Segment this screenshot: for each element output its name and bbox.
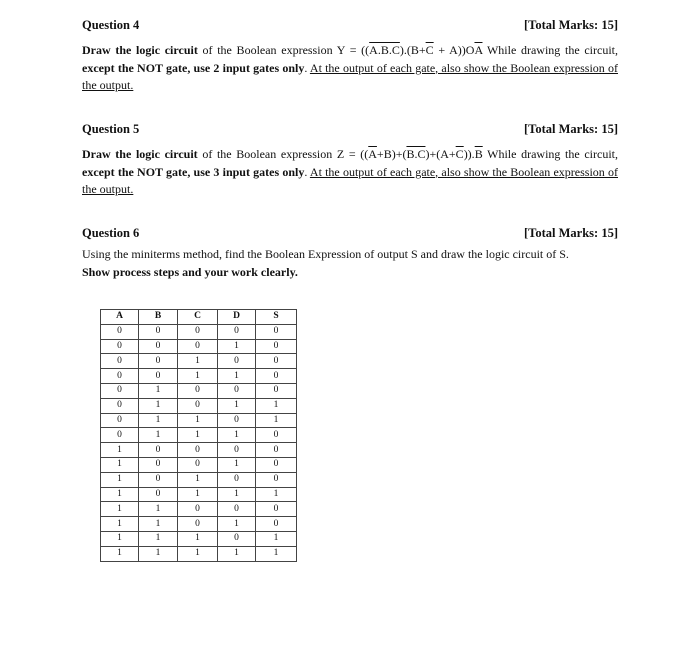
- table-cell: 0: [256, 383, 297, 398]
- q4-expr-part: + A)): [433, 43, 466, 57]
- table-cell: 0: [178, 443, 218, 458]
- table-cell: 1: [218, 546, 256, 561]
- table-cell: 0: [139, 324, 178, 339]
- table-cell: 0: [101, 339, 139, 354]
- table-cell: 0: [101, 398, 139, 413]
- table-cell: 0: [218, 443, 256, 458]
- table-cell: 0: [256, 428, 297, 443]
- table-cell: 1: [218, 457, 256, 472]
- table-row: [101, 354, 297, 369]
- table-cell: 0: [256, 354, 297, 369]
- question-5: [82, 122, 618, 199]
- table-cell: 1: [256, 398, 297, 413]
- table-cell: 0: [101, 354, 139, 369]
- table-row: [101, 531, 297, 546]
- table-cell: 1: [178, 428, 218, 443]
- q5-expr-part: of the Boolean expression Z = ((: [197, 147, 369, 161]
- table-cell: 1: [101, 531, 139, 546]
- table-cell: 0: [178, 502, 218, 517]
- table-cell: 1: [218, 428, 256, 443]
- header-b: B: [139, 310, 178, 325]
- table-cell: 0: [256, 339, 297, 354]
- table-row: [101, 443, 297, 458]
- table-cell: 1: [139, 428, 178, 443]
- table-row: [101, 369, 297, 384]
- table-cell: 0: [139, 472, 178, 487]
- table-cell: 0: [101, 369, 139, 384]
- table-cell: 1: [218, 339, 256, 354]
- q5-expr-overlined: $\overline{C}$: [455, 147, 464, 161]
- table-cell: 0: [139, 457, 178, 472]
- q5-expr-overlined: $\overline{B}$: [474, 147, 483, 161]
- table-cell: 1: [218, 369, 256, 384]
- q6-line-2: Show process steps and your work clearly.: [82, 264, 298, 279]
- q4-expr-overlined: $\overline{A}$: [474, 43, 483, 57]
- table-cell: 0: [101, 413, 139, 428]
- table-row: [101, 324, 297, 339]
- table-row: [101, 517, 297, 532]
- table-cell: 1: [139, 531, 178, 546]
- table-cell: 1: [178, 487, 218, 502]
- table-cell: 0: [218, 383, 256, 398]
- table-cell: 0: [178, 339, 218, 354]
- table-cell: 1: [178, 472, 218, 487]
- header-d: D: [218, 310, 256, 325]
- q5-underlined-note: At the output of each gate, also show the Boolean expression of the output.: [82, 164, 618, 196]
- q6-line-1: Using the miniterms method, find the Boolean Expression of output S and draw the logic circuit of S.: [82, 247, 569, 261]
- q4-expr-overlined: $\overline{C}$: [425, 43, 434, 57]
- table-cell: 1: [178, 369, 218, 384]
- table-cell: 0: [178, 457, 218, 472]
- table-cell: 1: [101, 472, 139, 487]
- table-cell: 1: [256, 487, 297, 502]
- table-cell: 0: [139, 354, 178, 369]
- table-row: [101, 546, 297, 561]
- table-cell: 1: [101, 487, 139, 502]
- table-cell: 0: [218, 502, 256, 517]
- table-cell: 1: [178, 354, 218, 369]
- table-cell: 0: [139, 487, 178, 502]
- question-6-body: [82, 246, 618, 281]
- truth-table-body: [101, 324, 297, 561]
- table-cell: 0: [256, 457, 297, 472]
- table-cell: 1: [101, 546, 139, 561]
- table-cell: 0: [256, 472, 297, 487]
- question-6-header: [82, 226, 618, 242]
- table-cell: 0: [139, 339, 178, 354]
- table-row: [101, 398, 297, 413]
- table-cell: 0: [218, 472, 256, 487]
- q5-expr-overlined: $\overline{A}$: [368, 147, 377, 161]
- table-cell: 1: [139, 398, 178, 413]
- q4-lead: Draw the logic circuit: [82, 43, 198, 57]
- q5-dot: .: [304, 164, 308, 179]
- question-4-title: Question 4: [82, 18, 140, 32]
- q4-instruction: While drawing the circuit,: [482, 43, 618, 57]
- truth-table-header-row: [101, 310, 297, 325]
- table-cell: 1: [101, 443, 139, 458]
- table-cell: 0: [101, 428, 139, 443]
- table-cell: 1: [218, 517, 256, 532]
- table-cell: 0: [139, 443, 178, 458]
- table-cell: 0: [256, 324, 297, 339]
- table-row: [101, 383, 297, 398]
- header-s: S: [256, 310, 297, 325]
- q4-expr-part: of the Boolean expression Y = ((: [197, 43, 370, 57]
- table-cell: 0: [178, 517, 218, 532]
- question-6-title: Question 6: [82, 226, 140, 240]
- question-4-body: [82, 42, 618, 95]
- question-5-marks: [Total Marks: 15]: [524, 122, 618, 136]
- q4-constraint: except the NOT gate, use 2 input gates only: [82, 60, 305, 75]
- table-cell: 0: [139, 369, 178, 384]
- q4-underlined-note: At the output of each gate, also show the Boolean expression of the output.: [82, 60, 618, 92]
- header-a: A: [101, 310, 139, 325]
- table-cell: 1: [139, 517, 178, 532]
- q5-constraint: except the NOT gate, use 3 input gates only: [82, 164, 305, 179]
- question-5-title: Question 5: [82, 122, 140, 136]
- table-cell: 0: [218, 354, 256, 369]
- q4-dot: .: [304, 60, 308, 75]
- table-cell: 0: [218, 413, 256, 428]
- question-4-marks: [Total Marks: 15]: [524, 18, 618, 32]
- q4-expr-overlined: A.B.C: [369, 43, 400, 57]
- q4-expr-part: O: [465, 43, 475, 57]
- q5-expr-overlined: B.C: [406, 147, 426, 161]
- table-row: [101, 472, 297, 487]
- table-cell: 0: [101, 383, 139, 398]
- table-cell: 1: [218, 398, 256, 413]
- table-cell: 0: [178, 398, 218, 413]
- question-6: [82, 226, 618, 281]
- table-cell: 1: [101, 457, 139, 472]
- question-4: [82, 18, 618, 95]
- q5-lead: Draw the logic circuit: [82, 147, 198, 161]
- table-cell: 0: [256, 443, 297, 458]
- table-cell: 1: [218, 487, 256, 502]
- table-cell: 1: [178, 413, 218, 428]
- question-5-header: [82, 122, 618, 138]
- table-row: [101, 487, 297, 502]
- table-row: [101, 502, 297, 517]
- table-cell: 0: [178, 324, 218, 339]
- q5-expr-part: +B)+(: [376, 147, 407, 161]
- table-cell: 1: [256, 546, 297, 561]
- truth-table: [100, 309, 297, 562]
- table-cell: 1: [139, 502, 178, 517]
- header-c: C: [178, 310, 218, 325]
- table-cell: 1: [256, 413, 297, 428]
- table-cell: 1: [178, 531, 218, 546]
- table-cell: 1: [139, 383, 178, 398]
- table-cell: 1: [101, 502, 139, 517]
- table-cell: 0: [256, 517, 297, 532]
- table-cell: 1: [256, 531, 297, 546]
- table-cell: 0: [178, 383, 218, 398]
- table-cell: 1: [101, 517, 139, 532]
- q4-expr-part: ).(B+: [399, 43, 426, 57]
- table-cell: 0: [256, 502, 297, 517]
- table-row: [101, 413, 297, 428]
- q5-expr-part: )).: [463, 147, 475, 161]
- question-6-marks: [Total Marks: 15]: [524, 226, 618, 240]
- table-cell: 1: [139, 546, 178, 561]
- question-4-header: [82, 18, 618, 34]
- table-cell: 0: [101, 324, 139, 339]
- table-cell: 0: [218, 531, 256, 546]
- q5-expr-part: )+(A+: [425, 147, 456, 161]
- table-row: [101, 339, 297, 354]
- question-5-body: [82, 146, 618, 199]
- table-cell: 1: [178, 546, 218, 561]
- table-cell: 1: [139, 413, 178, 428]
- q5-instruction: While drawing the circuit,: [482, 147, 619, 161]
- table-row: [101, 457, 297, 472]
- table-row: [101, 428, 297, 443]
- table-cell: 0: [256, 369, 297, 384]
- table-cell: 0: [218, 324, 256, 339]
